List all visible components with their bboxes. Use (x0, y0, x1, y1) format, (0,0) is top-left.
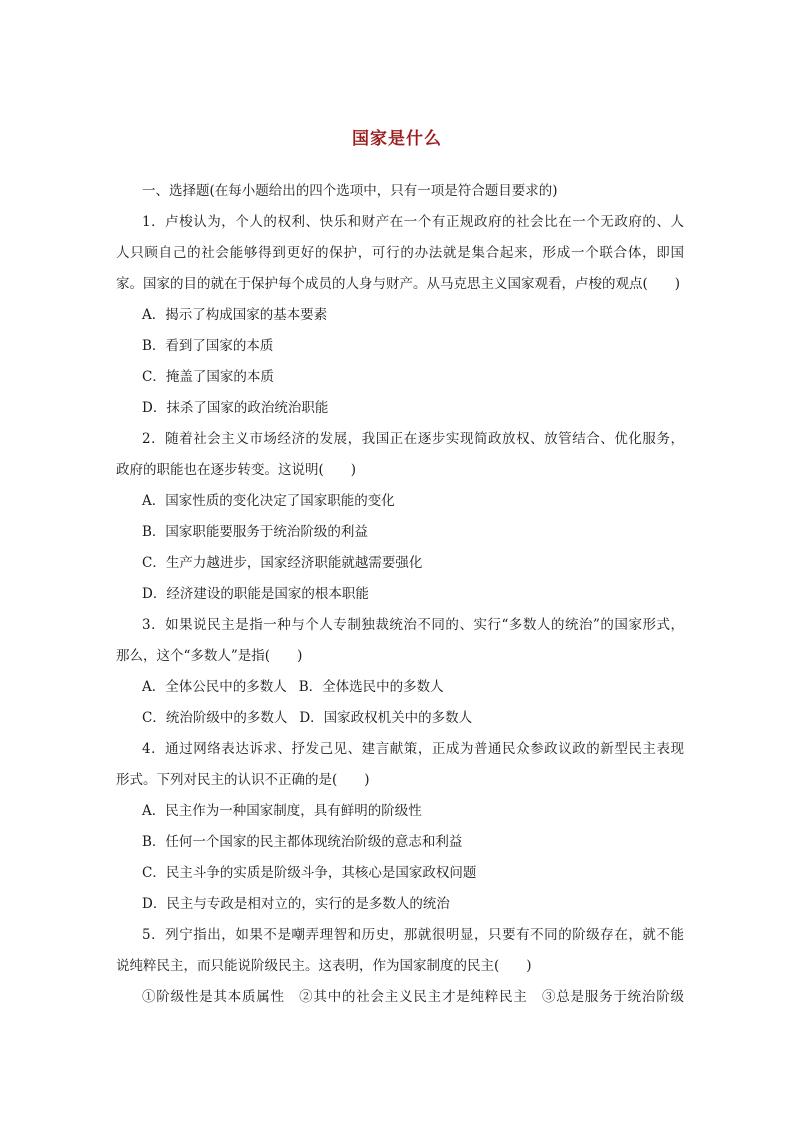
statement-options-line: ①阶级性是其本质属性 ②其中的社会主义民主才是纯粹民主 ③总是服务于统治阶级 (142, 989, 684, 1005)
question-stem-line: 家。国家的目的就在于保护每个成员的人身与财产。从马克思主义国家观看，卢梭的观点( ) (116, 276, 681, 292)
question-stem-line: 政府的职能也在逐步转变。这说明( ) (116, 462, 357, 478)
question-content (116, 176, 684, 1013)
question-3 (116, 610, 684, 734)
option-d: D．经济建设的职能是国家的根本职能 (142, 586, 369, 602)
section-heading: 一、选择题(在每小题给出的四个选项中，只有一项是符合题目要求的) (142, 183, 558, 199)
option-c: C．民主斗争的实质是阶级斗争，其核心是国家政权问题 (142, 865, 477, 881)
option-a: A．全体公民中的多数人 (142, 679, 287, 695)
question-2 (116, 424, 684, 610)
option-c: C．掩盖了国家的本质 (142, 369, 274, 385)
option-row (116, 672, 684, 703)
option-b: B．全体选民中的多数人 (298, 679, 444, 695)
option-d: D．国家政权机关中的多数人 (299, 710, 473, 726)
question-5 (116, 920, 684, 1013)
option-row (116, 703, 684, 734)
option-a: A．民主作为一种国家制度，具有鲜明的阶级性 (142, 803, 422, 819)
question-stem-line: 2．随着社会主义市场经济的发展，我国正在逐步实现简政放权、放管结合、优化服务， (142, 431, 684, 447)
option-a: A．国家性质的变化决定了国家职能的变化 (142, 493, 395, 509)
question-stem-line: 那么，这个“多数人”是指( ) (116, 648, 303, 664)
option-a: A．揭示了构成国家的基本要素 (142, 307, 328, 323)
question-stem-line: 1．卢梭认为，个人的权利、快乐和财产在一个有正规政府的社会比在一个无政府的、人 (142, 214, 684, 230)
question-stem-line: 4．通过网络表达诉求、抒发己见、建言献策，正成为普通民众参政议政的新型民主表现 (142, 741, 684, 757)
option-d: D．抹杀了国家的政治统治职能 (142, 400, 329, 416)
option-c: C．生产力越进步，国家经济职能就越需要强化 (142, 555, 423, 571)
question-stem-line: 说纯粹民主，而只能说阶级民主。这表明，作为国家制度的民主( ) (116, 958, 532, 974)
question-stem-line: 5．列宁指出，如果不是嘲弄理智和历史，那就很明显，只要有不同的阶级存在，就不能 (142, 927, 684, 943)
question-stem-line: 3．如果说民主是指一种与个人专制独裁统治不同的、实行“多数人的统治”的国家形式， (142, 617, 684, 633)
option-d: D．民主与专政是相对立的，实行的是多数人的统治 (142, 896, 450, 912)
option-b: B．国家职能要服务于统治阶级的利益 (142, 524, 368, 540)
page-title: 国家是什么 (352, 129, 442, 149)
question-1 (116, 207, 684, 424)
question-stem-line: 人只顾自己的社会能够得到更好的保护，可行的办法就是集合起来，形成一个联合体，即国 (116, 245, 684, 261)
option-b: B．任何一个国家的民主都体现统治阶级的意志和利益 (142, 834, 463, 850)
question-stem-line: 形式。下列对民主的认识不正确的是( ) (116, 772, 370, 788)
question-4 (116, 734, 684, 920)
option-b: B．看到了国家的本质 (142, 338, 274, 354)
option-c: C．统治阶级中的多数人 (142, 710, 288, 726)
